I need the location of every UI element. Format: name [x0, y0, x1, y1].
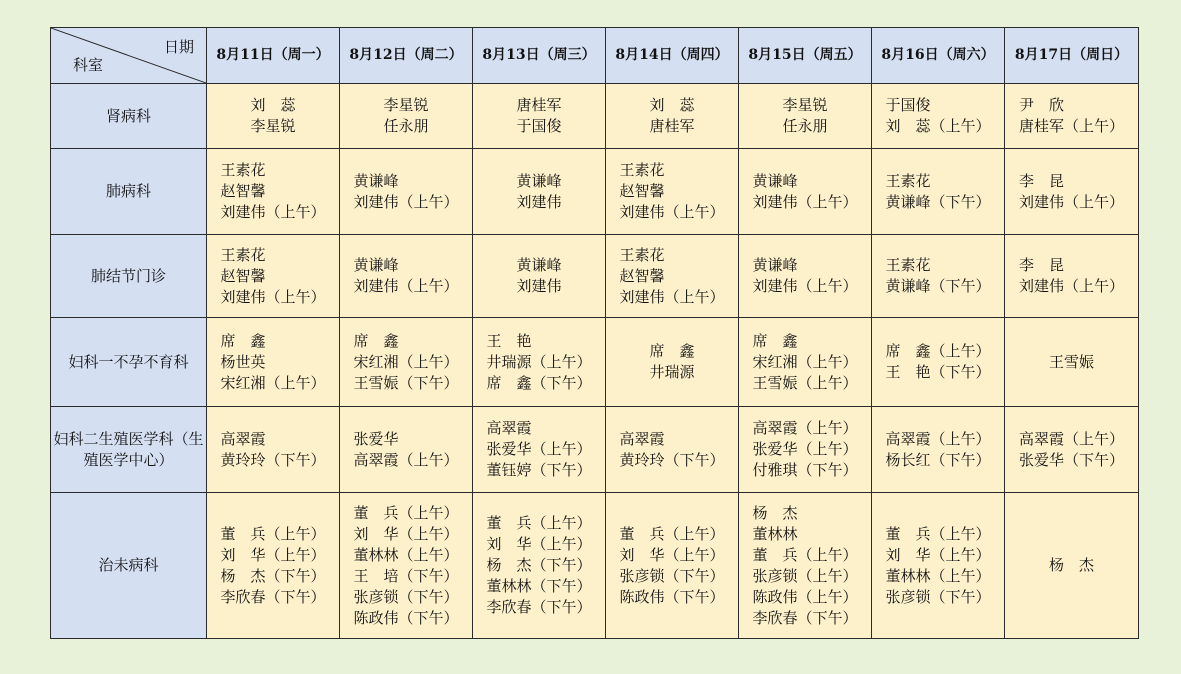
day-header — [473, 28, 606, 84]
doctor-name: 杨 杰（下午） — [220, 566, 326, 585]
doctor-name: 刘建伟 — [516, 192, 562, 211]
dept-name: 妇科一 — [68, 352, 114, 371]
doctor-name: 王 艳（下午） — [885, 363, 991, 381]
doctor-name: 唐桂军 — [649, 117, 695, 135]
doctor-name: 李星锐 — [383, 96, 429, 114]
doctor-name: 董林林（上午） — [885, 566, 991, 585]
doctor-list — [649, 341, 694, 383]
schedule-cell — [207, 407, 340, 493]
schedule-cell — [872, 493, 1005, 639]
dept-cell — [51, 493, 207, 639]
schedule-cell — [606, 407, 739, 493]
doctor-name: 李 昆 — [1018, 256, 1064, 274]
doctor-name: 黄玲玲（下午） — [220, 450, 326, 469]
doctor-name: 张爱华（上午） — [752, 440, 858, 458]
schedule-cell — [739, 407, 872, 493]
doctor-list — [619, 245, 724, 308]
doctor-name: 张爱华（下午） — [1018, 450, 1124, 469]
day-date: 8月14日 — [615, 47, 673, 63]
day-date: 8月16日 — [881, 47, 939, 63]
doctor-name: 刘建伟（上午） — [752, 192, 858, 211]
doctor-list — [516, 255, 561, 297]
schedule-cell — [473, 235, 606, 318]
schedule-cell — [872, 235, 1005, 318]
corner-date-label: 日期 — [163, 38, 194, 56]
doctor-list — [619, 160, 724, 223]
day-date: 8月12日 — [349, 47, 407, 63]
doctor-name: 刘 华（上午） — [486, 535, 592, 553]
doctor-name: 王 培（下午） — [353, 566, 459, 585]
schedule-cell — [606, 235, 739, 318]
doctor-list — [885, 95, 990, 137]
dept-cell — [51, 318, 207, 407]
doctor-list — [1019, 255, 1124, 297]
doctor-name: 王素花 — [619, 161, 665, 179]
day-date: 8月11日 — [216, 47, 274, 63]
doctor-name: 刘建伟（上午） — [619, 287, 725, 306]
schedule-cell — [739, 84, 872, 149]
doctor-name: 席 鑫 — [220, 331, 266, 350]
doctor-name: 刘 蕊 — [250, 96, 296, 114]
schedule-cell — [473, 149, 606, 235]
doctor-name: 刘建伟 — [516, 277, 562, 295]
day-header — [606, 28, 739, 84]
doctor-list — [486, 418, 591, 481]
doctor-list — [752, 331, 857, 394]
schedule-cell — [872, 149, 1005, 235]
schedule-cell — [1005, 235, 1139, 318]
doctor-list — [885, 171, 990, 213]
day-weekday: （周二） — [406, 47, 463, 63]
doctor-name: 李欣春（下午） — [220, 587, 326, 606]
doctor-name: 李 昆 — [1018, 171, 1064, 190]
doctor-name: 张彦锁（上午） — [752, 566, 858, 585]
schedule-cell — [606, 84, 739, 149]
doctor-list — [383, 95, 428, 137]
schedule-cell — [1005, 407, 1139, 493]
dept-name: 妇科二 — [53, 429, 99, 448]
schedule-cell — [340, 318, 473, 407]
doctor-name: 董钰婷（下午） — [486, 461, 592, 479]
doctor-name: 李欣春（下午） — [486, 598, 592, 616]
dept-cell — [51, 235, 207, 318]
schedule-body — [51, 84, 1139, 639]
doctor-name: 赵智馨 — [220, 182, 266, 200]
schedule-cell — [606, 318, 739, 407]
doctor-list — [885, 429, 990, 471]
doctor-name: 席 鑫 — [649, 342, 695, 360]
schedule-cell — [207, 84, 340, 149]
doctor-list — [220, 160, 325, 223]
day-date: 8月13日 — [482, 47, 540, 63]
doctor-name: 高翠霞（上午） — [885, 429, 991, 448]
doctor-name: 李星锐 — [250, 117, 296, 135]
doctor-name: 董林林（下午） — [486, 577, 592, 595]
doctor-list — [516, 95, 561, 137]
dept-name: 肾病科 — [105, 106, 151, 125]
doctor-list — [649, 95, 694, 137]
doctor-list — [250, 95, 295, 137]
doctor-name: 井瑞源（上午） — [486, 352, 592, 371]
corner-dept-label: 科室 — [73, 56, 104, 74]
day-weekday: （周五） — [805, 47, 862, 63]
doctor-name: 黄谦峰（下午） — [885, 277, 991, 295]
doctor-name: 陈政伟（上午） — [752, 587, 858, 606]
doctor-list — [353, 171, 458, 213]
doctor-list — [885, 524, 990, 608]
table-row — [51, 235, 1139, 318]
doctor-name: 王 艳 — [486, 331, 532, 350]
schedule-cell — [1005, 84, 1139, 149]
schedule-cell — [739, 493, 872, 639]
schedule-cell — [340, 84, 473, 149]
schedule-cell — [872, 407, 1005, 493]
schedule-cell — [473, 407, 606, 493]
schedule-cell — [207, 149, 340, 235]
header-row — [51, 28, 1139, 84]
doctor-name: 宋红湘（上午） — [220, 373, 326, 392]
doctor-name: 王素花 — [885, 171, 931, 190]
doctor-name: 席 鑫 — [353, 331, 399, 350]
schedule-frame — [50, 27, 1138, 639]
day-weekday: （周日） — [1072, 47, 1129, 63]
doctor-list — [782, 95, 827, 137]
doctor-name: 席 鑫（下午） — [486, 373, 592, 392]
schedule-cell — [207, 318, 340, 407]
table-row — [51, 407, 1139, 493]
schedule-cell — [739, 318, 872, 407]
doctor-name: 高翠霞 — [486, 419, 532, 437]
doctor-name: 张彦锁（下午） — [353, 587, 459, 606]
doctor-list — [516, 171, 561, 213]
doctor-name: 刘 华（上午） — [619, 545, 725, 564]
day-header — [872, 28, 1005, 84]
doctor-name: 张彦锁（下午） — [885, 587, 991, 606]
schedule-cell — [1005, 318, 1139, 407]
day-header — [340, 28, 473, 84]
doctor-name: 刘 华（上午） — [353, 524, 459, 543]
doctor-name: 董 兵（上午） — [486, 514, 592, 532]
doctor-name: 付雅琪（下午） — [752, 461, 858, 479]
doctor-list — [752, 255, 857, 297]
doctor-name: 刘建伟（上午） — [752, 277, 858, 295]
corner-header — [51, 28, 207, 84]
dept-name: 生殖医学科 — [98, 429, 174, 448]
dept-cell — [51, 407, 207, 493]
doctor-list — [752, 418, 857, 481]
doctor-list — [1019, 429, 1124, 471]
schedule-cell — [739, 235, 872, 318]
doctor-name: 刘 蕊（上午） — [885, 117, 991, 135]
doctor-list — [353, 331, 458, 394]
doctor-name: 刘建伟（上午） — [619, 203, 725, 221]
day-weekday: （周三） — [539, 47, 596, 63]
schedule-cell — [606, 149, 739, 235]
dept-cell — [51, 149, 207, 235]
doctor-name: 董 兵（上午） — [220, 524, 326, 543]
doctor-name: 黄谦峰 — [353, 171, 399, 190]
table-row — [51, 493, 1139, 639]
dept-name: 肺病科 — [105, 182, 151, 200]
dept-name: 治未病科 — [98, 556, 159, 574]
doctor-name: 刘建伟（上午） — [1018, 277, 1124, 295]
doctor-list — [353, 503, 458, 629]
doctor-name: 井瑞源 — [649, 363, 695, 381]
doctor-name: 黄谦峰 — [516, 171, 562, 190]
doctor-list — [885, 341, 990, 383]
doctor-name: 王雪娠 — [1048, 352, 1094, 371]
schedule-cell — [340, 235, 473, 318]
schedule-cell — [207, 493, 340, 639]
doctor-list — [353, 429, 458, 471]
schedule-cell — [473, 84, 606, 149]
doctor-name: 黄谦峰 — [353, 256, 399, 274]
doctor-name: 刘建伟（上午） — [1018, 192, 1124, 211]
doctor-name: 席 鑫 — [752, 331, 798, 350]
doctor-list — [486, 513, 591, 618]
day-header — [1005, 28, 1139, 84]
schedule-cell — [473, 318, 606, 407]
doctor-name: 刘建伟（上午） — [220, 287, 326, 306]
doctor-list — [1049, 555, 1094, 576]
day-weekday: （周六） — [938, 47, 995, 63]
doctor-name: 李欣春（下午） — [752, 608, 858, 627]
dept-name: （生殖医学中心） — [83, 429, 204, 469]
day-header — [739, 28, 872, 84]
day-header — [207, 28, 340, 84]
doctor-name: 宋红湘（上午） — [752, 352, 858, 371]
doctor-name: 黄玲玲（下午） — [619, 450, 725, 469]
dept-name: 不孕不育科 — [113, 352, 189, 371]
doctor-name: 王雪娠（上午） — [752, 373, 858, 392]
doctor-name: 高翠霞（上午） — [1018, 429, 1124, 448]
doctor-name: 赵智馨 — [220, 266, 266, 285]
schedule-cell — [340, 493, 473, 639]
doctor-name: 董 兵（上午） — [885, 524, 991, 543]
doctor-name: 王素花 — [619, 245, 665, 264]
doctor-name: 王素花 — [220, 161, 266, 179]
doctor-name: 黄谦峰 — [516, 256, 562, 274]
doctor-name: 刘建伟（上午） — [353, 277, 459, 295]
doctor-name: 杨 杰 — [1048, 556, 1094, 574]
doctor-name: 陈政伟（下午） — [353, 608, 459, 627]
day-date: 8月15日 — [748, 47, 806, 63]
doctor-name: 刘建伟（上午） — [353, 192, 459, 211]
doctor-name: 刘 华（上午） — [885, 545, 991, 564]
doctor-name: 杨世英 — [220, 352, 266, 371]
table-row — [51, 149, 1139, 235]
doctor-name: 董林林（上午） — [353, 545, 459, 564]
doctor-name: 张爱华（上午） — [486, 440, 592, 458]
doctor-name: 唐桂军（上午） — [1018, 117, 1124, 135]
doctor-list — [1019, 95, 1124, 137]
doctor-name: 刘 华（上午） — [220, 545, 326, 564]
doctor-name: 黄谦峰（下午） — [885, 192, 991, 211]
doctor-list — [486, 331, 591, 394]
schedule-cell — [739, 149, 872, 235]
doctor-name: 张爱华 — [353, 429, 399, 448]
doctor-name: 高翠霞（上午） — [353, 450, 459, 469]
doctor-name: 陈政伟（下午） — [619, 587, 725, 606]
schedule-cell — [606, 493, 739, 639]
doctor-name: 任永朋 — [782, 117, 828, 135]
doctor-name: 董 兵（上午） — [353, 503, 459, 522]
doctor-name: 宋红湘（上午） — [353, 352, 459, 371]
schedule-cell — [872, 318, 1005, 407]
doctor-name: 王素花 — [220, 245, 266, 264]
doctor-name: 高翠霞（上午） — [752, 419, 858, 437]
doctor-name: 杨长红（下午） — [885, 450, 991, 469]
dept-name: 肺结节门诊 — [90, 266, 166, 285]
doctor-list — [1019, 171, 1124, 213]
schedule-cell — [340, 149, 473, 235]
doctor-name: 任永朋 — [383, 117, 429, 135]
schedule-cell — [340, 407, 473, 493]
doctor-list — [619, 429, 724, 471]
doctor-name: 于国俊 — [516, 117, 562, 135]
schedule-table — [50, 27, 1139, 639]
table-row — [51, 84, 1139, 149]
doctor-name: 尹 欣 — [1018, 96, 1064, 114]
doctor-name: 董林林 — [752, 524, 798, 543]
doctor-name: 刘 蕊 — [649, 96, 695, 114]
doctor-name: 于国俊 — [885, 96, 931, 114]
doctor-name: 刘建伟（上午） — [220, 203, 326, 221]
schedule-cell — [1005, 493, 1139, 639]
table-row — [51, 318, 1139, 407]
doctor-name: 张彦锁（下午） — [619, 566, 725, 585]
doctor-list — [619, 524, 724, 608]
doctor-name: 高翠霞 — [220, 429, 266, 448]
doctor-name: 黄谦峰 — [752, 171, 798, 190]
doctor-name: 王素花 — [885, 256, 931, 274]
doctor-list — [1049, 352, 1094, 373]
doctor-name: 李星锐 — [782, 96, 828, 114]
doctor-list — [220, 524, 325, 608]
doctor-name: 黄谦峰 — [752, 256, 798, 274]
doctor-name: 赵智馨 — [619, 182, 665, 200]
doctor-name: 董 兵（上午） — [619, 524, 725, 543]
doctor-list — [885, 255, 990, 297]
dept-cell — [51, 84, 207, 149]
doctor-name: 王雪娠（下午） — [353, 373, 459, 392]
doctor-list — [220, 245, 325, 308]
doctor-name: 高翠霞 — [619, 429, 665, 448]
schedule-cell — [207, 235, 340, 318]
doctor-name: 董 兵（上午） — [752, 545, 858, 564]
doctor-list — [752, 503, 857, 629]
doctor-list — [752, 171, 857, 213]
doctor-list — [220, 429, 325, 471]
day-weekday: （周一） — [273, 47, 330, 63]
day-weekday: （周四） — [672, 47, 729, 63]
doctor-list — [353, 255, 458, 297]
schedule-cell — [872, 84, 1005, 149]
doctor-list — [220, 331, 325, 394]
doctor-name: 席 鑫（上午） — [885, 342, 991, 360]
doctor-name: 杨 杰（下午） — [486, 556, 592, 574]
schedule-cell — [473, 493, 606, 639]
doctor-name: 唐桂军 — [516, 96, 562, 114]
doctor-name: 赵智馨 — [619, 266, 665, 285]
doctor-name: 杨 杰 — [752, 503, 798, 522]
schedule-cell — [1005, 149, 1139, 235]
day-date: 8月17日 — [1014, 47, 1073, 63]
